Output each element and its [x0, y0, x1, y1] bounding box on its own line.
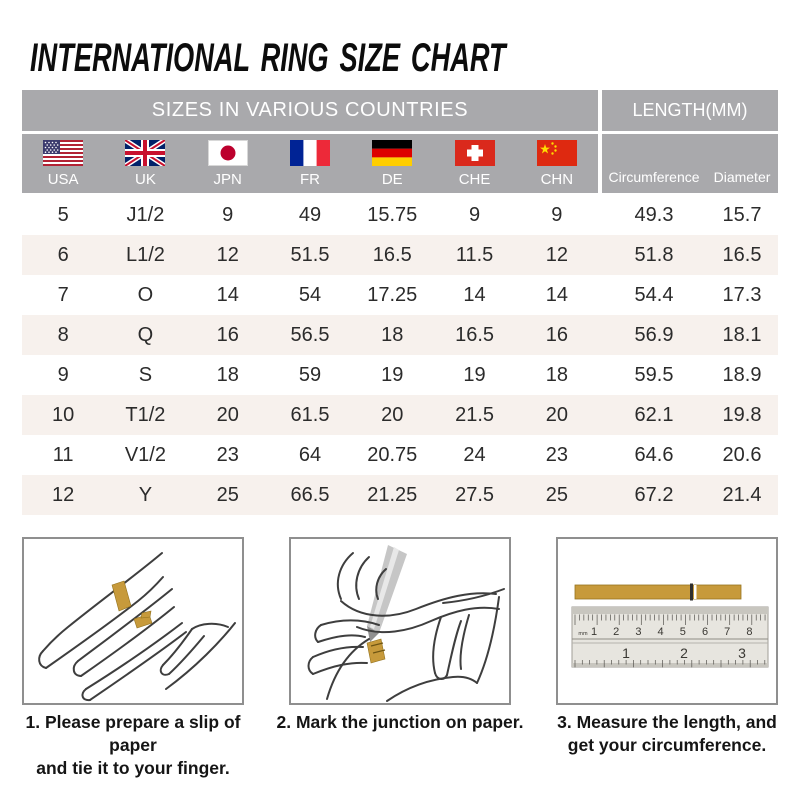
country-columns	[22, 134, 598, 193]
size-cell: 11.5	[455, 243, 494, 266]
country-flag-row	[22, 134, 778, 193]
step3-caption	[537, 711, 797, 757]
size-cell: 25	[545, 483, 568, 506]
svg-text:2: 2	[680, 645, 688, 661]
size-cell: 20	[381, 403, 404, 426]
table-row	[22, 355, 778, 395]
length-subheaders	[602, 134, 778, 193]
size-cell: 19	[381, 363, 404, 386]
table-row	[22, 395, 778, 435]
size-cell: Y	[138, 483, 153, 506]
size-cell: 21.5	[455, 403, 495, 426]
ruler-measurement-illustration	[558, 539, 776, 703]
svg-text:mm: mm	[578, 631, 588, 637]
svg-text:2: 2	[613, 626, 620, 638]
step2-illustration-box	[289, 537, 511, 705]
size-cell: 9	[222, 203, 234, 226]
svg-text:5: 5	[679, 626, 686, 638]
circumference-cell: 59.5	[634, 363, 674, 386]
circumference-cell: 51.8	[634, 243, 674, 266]
size-cell: 20	[216, 403, 239, 426]
size-cell: 16	[216, 323, 239, 346]
size-cell: 17.25	[367, 283, 418, 306]
table-row	[22, 475, 778, 515]
size-cell: 24	[463, 443, 486, 466]
size-cell: 66.5	[290, 483, 330, 506]
diameter-cell: 16.5	[722, 243, 762, 266]
size-cell: 23	[545, 443, 568, 466]
country-column-uk	[104, 134, 186, 193]
size-cell: 14	[545, 283, 568, 306]
country-label: UK	[135, 171, 156, 188]
size-cell: 5	[57, 203, 69, 226]
size-cell: J1/2	[126, 203, 165, 226]
mark-junction-with-pen-illustration	[291, 539, 509, 703]
svg-text:7: 7	[724, 626, 731, 638]
table-body	[22, 195, 778, 515]
table-row	[22, 235, 778, 275]
japan-flag-icon	[208, 140, 248, 166]
size-cell: 9	[468, 203, 481, 226]
table-row	[22, 435, 778, 475]
country-label: CHE	[458, 171, 491, 188]
diameter-cell: 21.4	[722, 483, 762, 506]
svg-text:8: 8	[746, 626, 753, 638]
svg-text:3: 3	[738, 645, 746, 661]
page-title: INTERNATIONAL RING SIZE CHART	[30, 36, 506, 80]
circumference-cell: 49.3	[634, 203, 674, 226]
circumference-cell: 64.6	[634, 443, 674, 466]
country-column-usa	[22, 134, 104, 193]
size-cell: 59	[298, 363, 322, 386]
uk-flag-icon	[125, 140, 165, 166]
size-cell: 15.75	[367, 203, 418, 226]
country-column-che	[433, 134, 515, 193]
size-cell: 16.5	[372, 243, 412, 266]
diameter-cell: 18.9	[722, 363, 762, 386]
size-cell: 49	[298, 203, 322, 226]
size-cell: 51.5	[290, 243, 330, 266]
country-label: JPN	[213, 171, 242, 188]
circumference-cell: 54.4	[634, 283, 674, 306]
diameter-cell: 20.6	[722, 443, 762, 466]
size-cell: 19	[463, 363, 486, 386]
diameter-cell: 17.3	[722, 283, 762, 306]
table-row	[22, 315, 778, 355]
svg-text:6: 6	[701, 626, 709, 638]
paper-strip	[575, 585, 741, 599]
size-cell: L1/2	[125, 243, 165, 266]
usa-flag-icon	[43, 140, 83, 166]
step1-caption	[3, 711, 263, 780]
size-cell: 18	[545, 363, 568, 386]
diameter-cell: 18.1	[722, 323, 762, 346]
size-cell: 12	[52, 483, 75, 506]
step3-illustration-box	[556, 537, 778, 705]
junction-mark	[690, 584, 693, 601]
diameter-cell: 19.8	[722, 403, 762, 426]
size-cell: 64	[298, 443, 322, 466]
circumference-cell: 62.1	[634, 403, 674, 426]
step2-caption	[270, 711, 530, 734]
step1-illustration-box	[22, 537, 244, 705]
size-cell: 56.5	[290, 323, 330, 346]
ring-size-table	[22, 90, 778, 515]
size-cell: 18	[216, 363, 239, 386]
diameter-cell: 15.7	[722, 203, 762, 226]
size-cell: 23	[216, 443, 239, 466]
size-cell: 12	[545, 243, 568, 266]
svg-text:3: 3	[635, 626, 642, 638]
size-cell: 9	[551, 203, 563, 226]
step2-caption-line1: 2. Mark the junction on paper.	[276, 712, 524, 732]
size-cell: 12	[216, 243, 239, 266]
china-flag-icon	[537, 140, 577, 166]
size-cell: S	[138, 363, 153, 386]
svg-text:1: 1	[622, 645, 630, 661]
size-cell: 7	[57, 283, 69, 306]
diameter-header: Diameter	[713, 169, 771, 185]
country-column-chn	[516, 134, 598, 193]
step3-caption-line1: 3. Measure the length, and	[557, 712, 777, 732]
circumference-cell: 56.9	[634, 323, 674, 346]
step1-caption-line2: and tie it to your finger.	[36, 758, 230, 778]
size-cell: 16.5	[455, 323, 495, 346]
switzerland-flag-icon	[455, 140, 495, 166]
circumference-cell: 67.2	[634, 483, 674, 506]
country-label: FR	[299, 171, 320, 188]
size-cell: 9	[57, 363, 69, 386]
step3-caption-line2: get your circumference.	[567, 735, 767, 755]
size-cell: 20.75	[367, 443, 418, 466]
hand-with-paper-slip-illustration	[24, 539, 242, 703]
table-row	[22, 275, 778, 315]
size-cell: 8	[57, 323, 69, 346]
size-cell: V1/2	[124, 443, 166, 466]
svg-text:1: 1	[590, 626, 598, 638]
size-cell: T1/2	[125, 403, 166, 426]
country-label: CHN	[540, 171, 574, 188]
size-cell: O	[137, 283, 154, 306]
size-cell: 16	[545, 323, 568, 346]
circumference-header: Circumference	[608, 169, 700, 185]
size-cell: 6	[57, 243, 69, 266]
size-cell: 21.25	[367, 483, 418, 506]
size-cell: 27.5	[455, 483, 495, 506]
size-cell: 54	[298, 283, 322, 306]
size-cell: Q	[137, 323, 154, 346]
size-cell: 14	[216, 283, 239, 306]
step1-caption-line1: 1. Please prepare a slip of paper	[25, 712, 241, 755]
size-cell: 11	[52, 443, 74, 466]
size-cell: 18	[381, 323, 404, 346]
size-cell: 25	[216, 483, 239, 506]
country-column-jpn	[187, 134, 269, 193]
table-row	[22, 195, 778, 235]
country-column-de	[351, 134, 433, 193]
size-cell: 20	[545, 403, 568, 426]
country-column-fr	[269, 134, 351, 193]
sizes-group-header: SIZES IN VARIOUS COUNTRIES	[22, 90, 598, 131]
table-group-header-row	[22, 90, 778, 131]
size-cell: 61.5	[290, 403, 330, 426]
france-flag-icon	[290, 140, 330, 166]
length-group-header: LENGTH(MM)	[602, 90, 778, 131]
size-cell: 10	[52, 403, 75, 426]
svg-text:4: 4	[657, 626, 664, 638]
country-label: USA	[47, 171, 79, 188]
size-cell: 14	[463, 283, 486, 306]
germany-flag-icon	[372, 140, 412, 166]
country-label: DE	[381, 171, 403, 188]
